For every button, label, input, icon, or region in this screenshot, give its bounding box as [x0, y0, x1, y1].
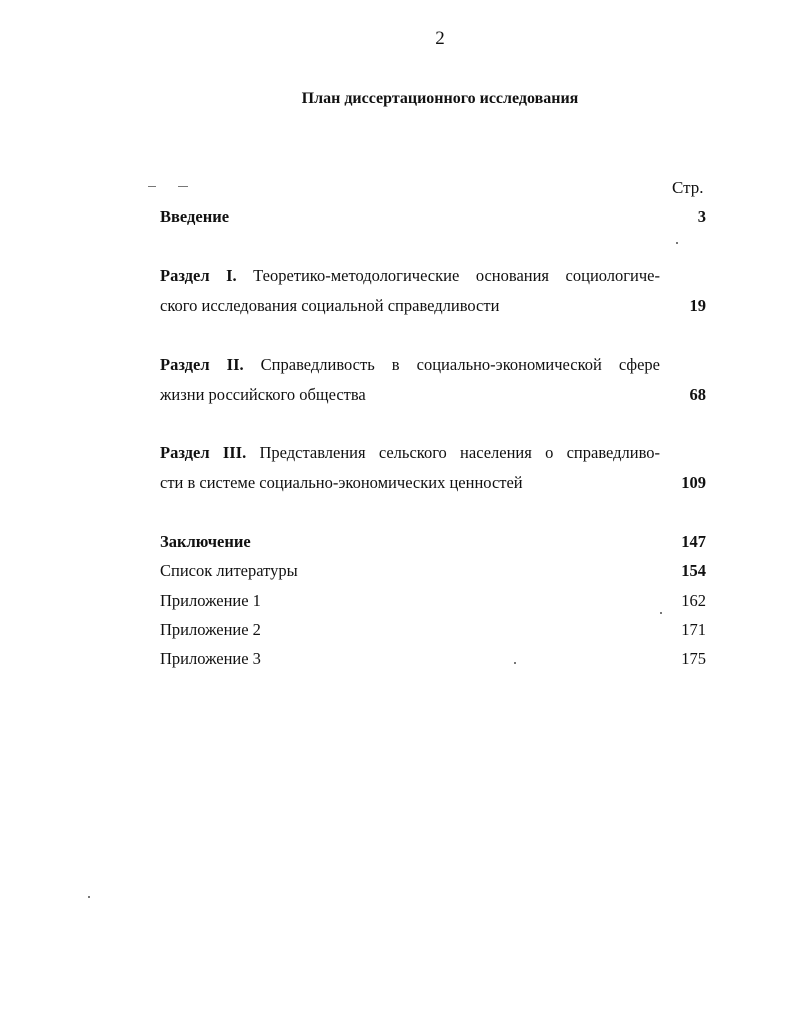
toc-page-number: 147 [681, 532, 706, 551]
toc-label: Приложение 3 [160, 649, 261, 668]
toc-entry-conclusion [160, 527, 706, 557]
document-title: План диссертационного исследования [301, 90, 579, 107]
toc-label-line-2: сти в системе социально-экономических ценностей [160, 472, 523, 492]
scan-speck [148, 186, 156, 187]
toc-entry-introduction [160, 202, 706, 232]
toc-entry-appendix-1 [160, 586, 706, 616]
toc-page-number: 162 [681, 591, 706, 610]
page-column-header: Стр. [672, 178, 704, 197]
toc-entry-appendix-3 [160, 644, 706, 674]
toc-label-line-1: Представления сельского населения о справедливо- [259, 443, 661, 462]
toc-label-line-1: Справедливость в социально-экономической сфере [260, 355, 660, 374]
toc-page-number: 154 [681, 561, 706, 580]
toc-entry-section-1 [160, 261, 706, 320]
toc-label-line-1: Теоретико-методологические основания социологиче- [253, 266, 660, 285]
toc-page-number: 68 [689, 384, 706, 404]
toc-page-number: 19 [689, 295, 706, 315]
toc-label: Приложение 1 [160, 591, 261, 610]
toc-entry-section-2 [160, 350, 706, 409]
toc-label: Заключение [160, 532, 251, 551]
toc-page-number: 171 [681, 620, 706, 639]
scan-speck [676, 242, 678, 244]
toc-entry-section-3 [160, 438, 706, 497]
scan-speck [178, 186, 188, 187]
toc-label-line-2: жизни российского общества [160, 384, 366, 404]
toc-page-number: 175 [681, 649, 706, 668]
page-number: 2 [435, 28, 445, 49]
toc-section-prefix: Раздел I. [160, 266, 237, 285]
scan-speck [514, 662, 516, 664]
toc-page-number: 3 [697, 207, 706, 226]
toc-page-number: 109 [681, 472, 706, 492]
toc-label: Приложение 2 [160, 620, 261, 639]
toc-section-prefix: Раздел III. [160, 443, 247, 462]
toc-label: Введение [160, 207, 230, 226]
scan-speck [660, 612, 662, 614]
toc-label-line-2: ского исследования социальной справедливости [160, 295, 500, 315]
toc-entry-appendix-2 [160, 615, 706, 645]
toc-entry-references [160, 556, 706, 586]
toc-label: Список литературы [160, 561, 298, 580]
scan-speck [88, 896, 90, 898]
toc-section-prefix: Раздел II. [160, 355, 244, 374]
